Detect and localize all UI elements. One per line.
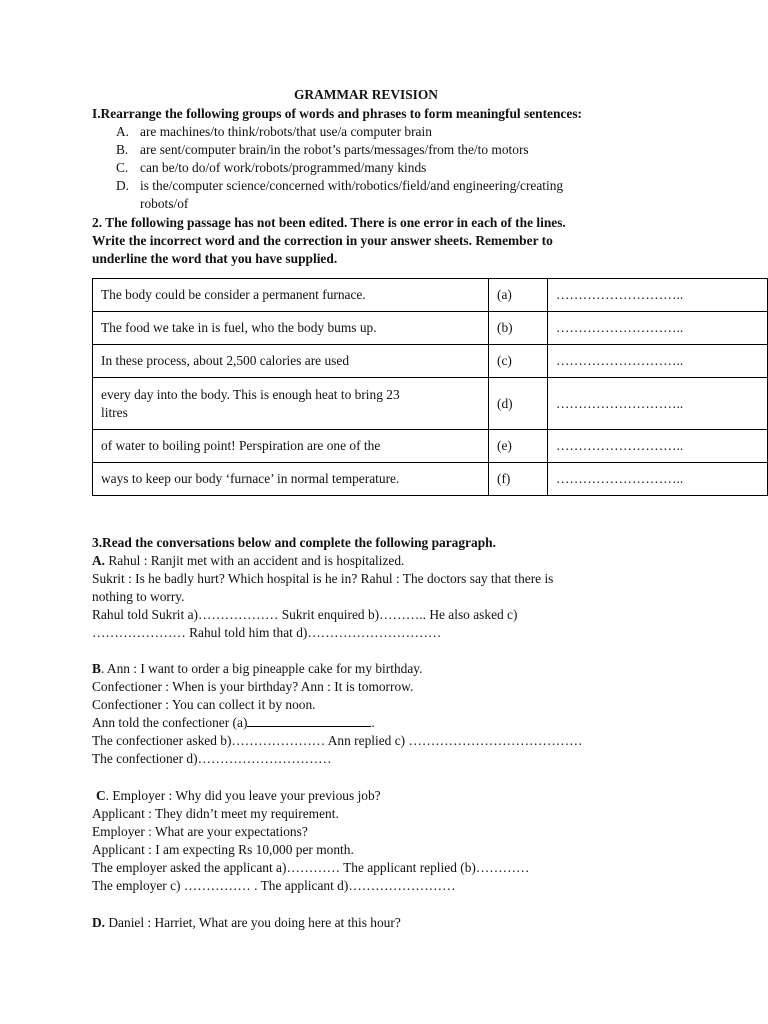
list-item xyxy=(116,177,563,195)
dialogue-line: Sukrit : Is he badly hurt? Which hospital is he in? Rahul : The doctors say that there is xyxy=(92,571,554,586)
answer-blank[interactable]: ……………………….. xyxy=(548,463,768,496)
paragraph-blank-line[interactable] xyxy=(92,714,375,732)
line-label: (c) xyxy=(489,345,548,378)
item-letter: B. xyxy=(116,142,129,157)
passage-line: of water to boiling point! Perspiration are one of the xyxy=(93,430,489,463)
section3-heading: 3.Read the conversations below and complete the following paragraph. xyxy=(92,535,496,550)
section2-heading-line: underline the word that you have supplied. xyxy=(92,251,338,266)
line-label: (e) xyxy=(489,430,548,463)
dialogue-text: Rahul : Ranjit met with an accident and is hospitalized. xyxy=(105,553,405,568)
conversation-d-line xyxy=(92,914,401,932)
item-text-continuation: robots/of xyxy=(140,196,189,211)
line-label: (f) xyxy=(489,463,548,496)
dialogue-line: Employer : What are your expectations? xyxy=(92,824,308,839)
item-letter: C. xyxy=(116,160,129,175)
conversation-c-line xyxy=(96,787,381,805)
item-letter: A. xyxy=(116,124,130,139)
paragraph-blank-line[interactable]: The confectioner d)………………………… xyxy=(92,751,332,766)
dialogue-text: . Employer : Why did you leave your previous job? xyxy=(105,788,381,803)
list-item xyxy=(116,141,529,159)
table-row xyxy=(93,378,768,430)
line-label: (b) xyxy=(489,312,548,345)
dialogue-line: Confectioner : You can collect it by noon. xyxy=(92,697,316,712)
section1-heading: I.Rearrange the following groups of words and phrases to form meaningful sentences: xyxy=(92,106,582,121)
conversation-a-line xyxy=(92,552,404,570)
passage-line-continuation: litres xyxy=(101,404,128,420)
passage-line-cell xyxy=(93,378,489,430)
item-text: can be/to do/of work/robots/programmed/many kinds xyxy=(140,160,427,175)
passage-line: The body could be consider a permanent furnace. xyxy=(93,279,489,312)
item-text: are machines/to think/robots/that use/a computer brain xyxy=(140,124,432,139)
dialogue-text: Daniel : Harriet, What are you doing here at this hour? xyxy=(105,915,401,930)
dialogue-line: Applicant : I am expecting Rs 10,000 per month. xyxy=(92,842,354,857)
paragraph-blank-line[interactable]: The employer asked the applicant a)………… The applicant replied (b)………… xyxy=(92,860,530,875)
passage-line: In these process, about 2,500 calories are used xyxy=(93,345,489,378)
list-item xyxy=(116,123,432,141)
answer-blank[interactable]: ……………………….. xyxy=(548,378,768,430)
table-row xyxy=(93,279,768,312)
answer-blank[interactable]: ……………………….. xyxy=(548,345,768,378)
conversation-letter: D. xyxy=(92,915,106,930)
paragraph-blank-line[interactable]: ………………… Rahul told him that d)………………………… xyxy=(92,625,442,640)
answer-blank[interactable]: ……………………….. xyxy=(548,279,768,312)
dialogue-line: nothing to worry. xyxy=(92,589,185,604)
passage-line: The food we take in is fuel, who the body bums up. xyxy=(93,312,489,345)
underline-blank[interactable] xyxy=(247,714,371,727)
page-title: GRAMMAR REVISION xyxy=(294,87,438,102)
table-row xyxy=(93,312,768,345)
table-row xyxy=(93,430,768,463)
section2-heading-line: Write the incorrect word and the correction in your answer sheets. Remember to xyxy=(92,233,553,248)
table-row xyxy=(93,463,768,496)
table-row xyxy=(93,345,768,378)
line-label: (d) xyxy=(489,378,548,430)
list-item xyxy=(116,159,426,177)
dialogue-text: . Ann : I want to order a big pineapple cake for my birthday. xyxy=(100,661,423,676)
passage-table xyxy=(92,278,768,496)
answer-blank[interactable]: ……………………….. xyxy=(548,312,768,345)
paragraph-blank-line[interactable]: The confectioner asked b)………………… Ann replied c) ………………………………… xyxy=(92,733,583,748)
conversation-letter: C xyxy=(96,788,106,803)
paragraph-text: . xyxy=(371,715,375,730)
conversation-letter: A. xyxy=(92,553,106,568)
conversation-b-line xyxy=(92,660,422,678)
answer-blank[interactable]: ……………………….. xyxy=(548,430,768,463)
dialogue-line: Confectioner : When is your birthday? Ann : It is tomorrow. xyxy=(92,679,414,694)
paragraph-blank-line[interactable]: Rahul told Sukrit a)……………… Sukrit enquired b)……….. He also asked c) xyxy=(92,607,518,622)
paragraph-blank-line[interactable]: The employer c) …………… . The applicant d)…………………… xyxy=(92,878,456,893)
passage-line: ways to keep our body ‘furnace’ in normal temperature. xyxy=(93,463,489,496)
line-label: (a) xyxy=(489,279,548,312)
passage-line: every day into the body. This is enough heat to bring 23 xyxy=(101,386,400,402)
item-text: are sent/computer brain/in the robot’s parts/messages/from the/to motors xyxy=(140,142,529,157)
item-text: is the/computer science/concerned with/robotics/field/and engineering/creating xyxy=(140,178,564,193)
paragraph-text: Ann told the confectioner (a) xyxy=(92,715,248,730)
conversation-letter: B xyxy=(92,661,101,676)
section2-heading-line: 2. The following passage has not been edited. There is one error in each of the lines. xyxy=(92,215,566,230)
dialogue-line: Applicant : They didn’t meet my requirement. xyxy=(92,806,339,821)
item-letter: D. xyxy=(116,178,130,193)
